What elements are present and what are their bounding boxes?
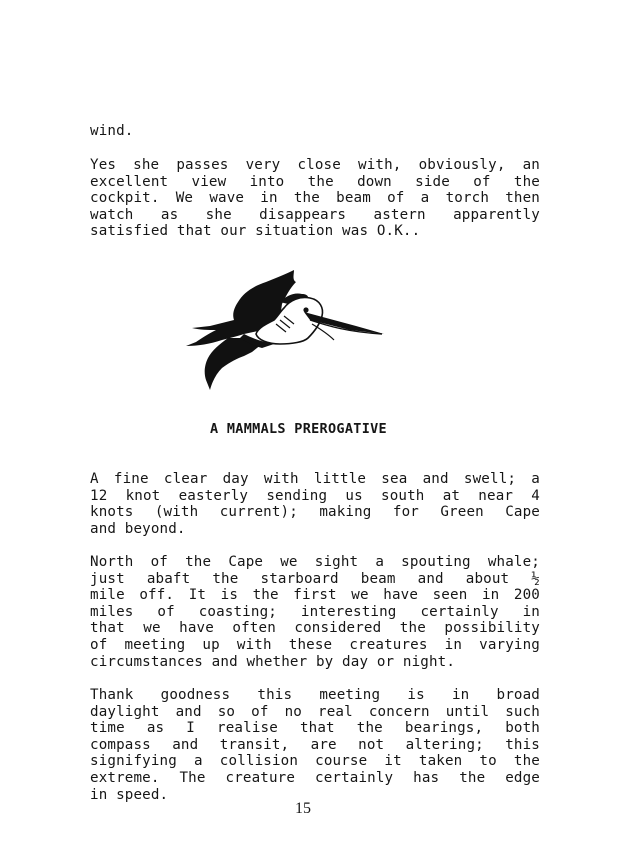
text-line: North of the Cape we sight a spouting whale; [90,554,540,570]
text-line: time as I realise that the bearings, both [90,720,540,737]
text-line: circumstances and whether by day or night. [90,653,456,670]
text-line: Yes she passes very close with, obviously, an [90,157,540,173]
paragraph-fine-day [90,471,540,537]
text-line: of meeting up with these creatures in varying [90,636,540,653]
paragraph-wind [90,123,540,140]
text-line: compass and transit, are not altering; this [90,736,540,753]
text-line: satisfied that our situation was O.K.. [90,223,421,240]
text-line: Thank goodness this meeting is in broad [90,687,540,703]
text-line: mile off. It is the first we have seen in 200 [90,587,540,604]
text-line: wind. [90,123,134,139]
pelican-icon [182,268,387,394]
page-number: 15 [295,800,311,817]
text-line: miles of coasting; interesting certainly in [90,603,540,620]
text-line: just abaft the starboard beam and about ½ [90,570,540,587]
text-line: excellent view into the down side of the [90,173,540,190]
text-line: extreme. The creature certainly has the edge [90,769,540,786]
text-line: and beyond. [90,520,186,537]
paragraph-whale-sighting [90,554,540,670]
text-line: knots (with current); making for Green Cape [90,504,540,521]
section-heading: A MAMMALS PREROGATIVE [210,421,387,437]
text-line: watch as she disappears astern apparently [90,206,540,223]
text-line: A fine clear day with little sea and swell; a [90,471,540,487]
text-line: 12 knot easterly sending us south at near 4 [90,487,540,504]
paragraph-passes-close [90,157,540,240]
text-line: cockpit. We wave in the beam of a torch then [90,190,540,207]
text-line: daylight and so of no real concern until such [90,703,540,720]
text-line: that we have often considered the possibility [90,620,540,637]
text-line: in speed. [90,786,169,803]
text-line: signifying a collision course it taken to the [90,753,540,770]
paragraph-collision-course [90,687,540,803]
